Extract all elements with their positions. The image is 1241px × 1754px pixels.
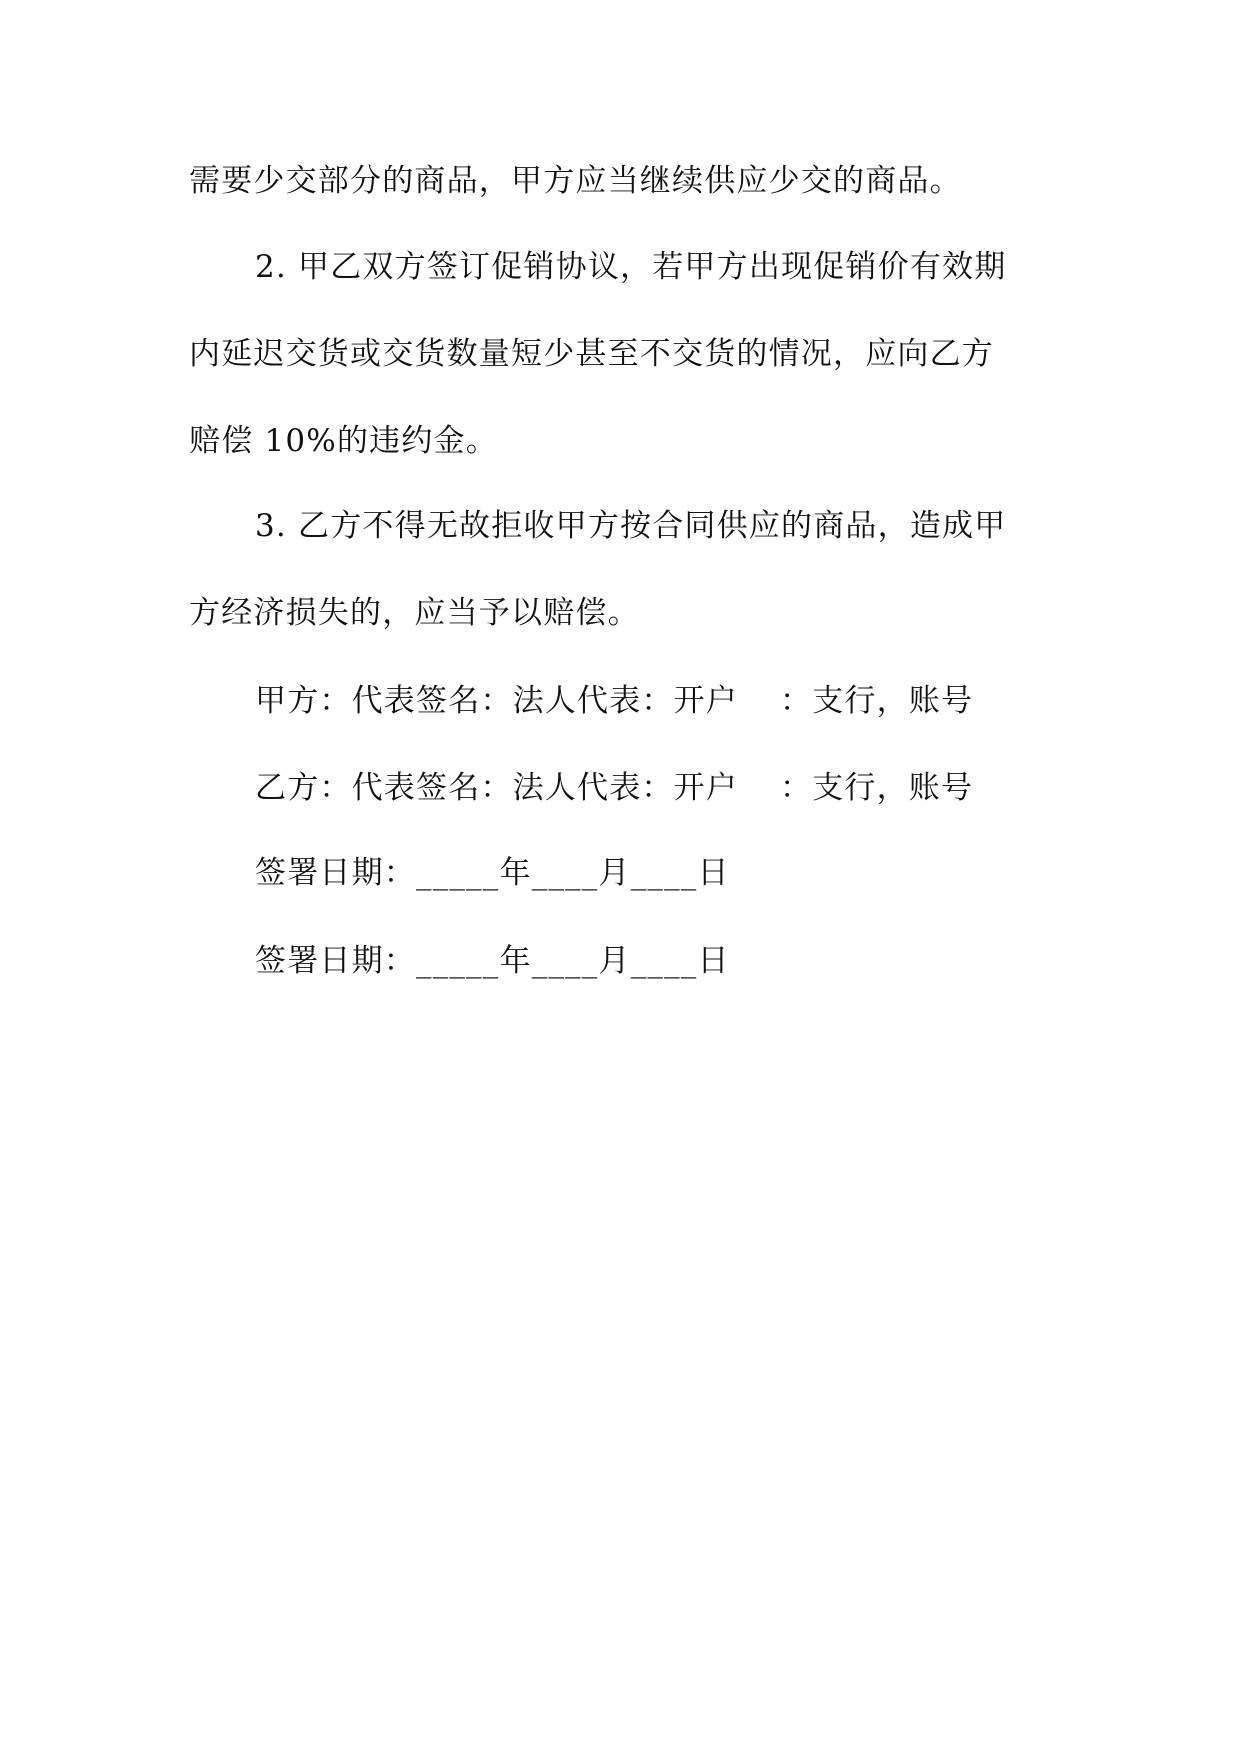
signing-date-line-b: 签署日期：_____年____月____日: [255, 943, 730, 979]
paragraph-2-line-2: 内延迟交货或交货数量短少甚至不交货的情况，应向乙方: [189, 336, 994, 372]
signature-line-party-a: [255, 681, 1135, 721]
signature-a-bank: ：支行，账号: [780, 683, 974, 719]
signature-b-bank: ：支行，账号: [780, 770, 974, 806]
signing-date-line-a: 签署日期：_____年____月____日: [255, 855, 730, 891]
paragraph-1-line-1: 需要少交部分的商品，甲方应当继续供应少交的商品。: [189, 163, 962, 199]
paragraph-3-line-2: 方经济损失的，应当予以赔偿。: [189, 595, 640, 631]
signature-line-party-b: [255, 768, 1135, 808]
paragraph-3-line-1: 3. 乙方不得无故拒收甲方按合同供应的商品，造成甲: [255, 508, 1007, 544]
paragraph-2-line-1: 2. 甲乙双方签订促销协议，若甲方出现促销价有效期: [255, 249, 1007, 285]
signature-a-fields: 甲方：代表签名：法人代表：开户: [255, 683, 738, 719]
paragraph-2-line-3: 赔偿 10%的违约金。: [189, 423, 498, 459]
signature-b-fields: 乙方：代表签名：法人代表：开户: [255, 770, 738, 806]
